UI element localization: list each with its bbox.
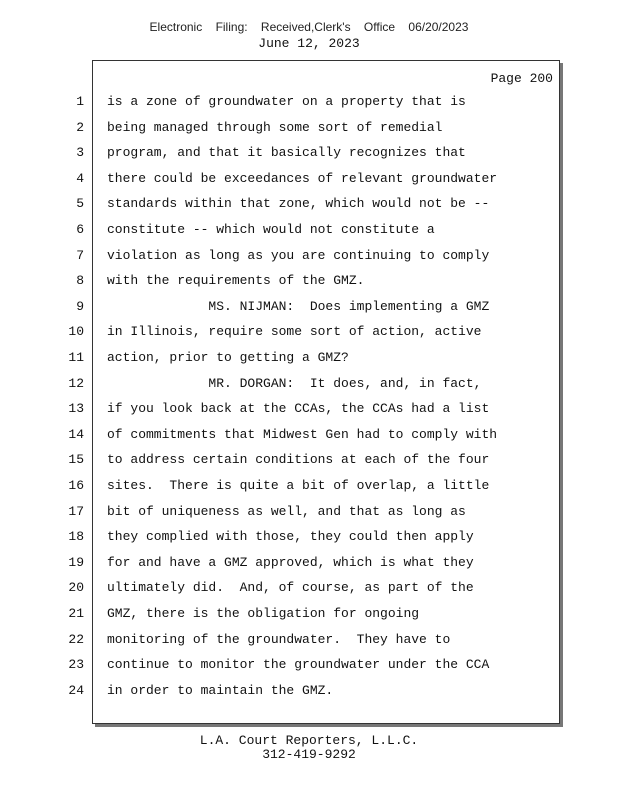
line-number: 5: [76, 196, 84, 212]
line-number: 12: [68, 375, 84, 391]
line-number: 17: [68, 503, 84, 519]
line-text: standards within that zone, which would not be --: [107, 196, 490, 212]
footer-company: L.A. Court Reporters, L.L.C.: [199, 733, 419, 748]
transcript-line: [0, 683, 618, 703]
transcript-line: [0, 452, 618, 472]
transcript-line: [0, 504, 618, 524]
line-number: 7: [76, 247, 84, 263]
transcript-line: [0, 350, 618, 370]
line-text: with the requirements of the GMZ.: [107, 273, 365, 289]
filing-date: 06/20/2023: [408, 20, 469, 34]
line-text: continue to monitor the groundwater under the CCA: [107, 657, 490, 673]
transcript-line: [0, 555, 618, 575]
filing-label: Filing:: [215, 20, 248, 34]
line-number: 4: [76, 170, 84, 186]
line-text: action, prior to getting a GMZ?: [107, 350, 349, 365]
line-text: of commitments that Midwest Gen had to comply with: [107, 426, 498, 442]
line-text: to address certain conditions at each of the four: [107, 452, 490, 468]
transcript-line: [0, 120, 618, 140]
line-text: GMZ, there is the obligation for ongoing: [107, 606, 420, 621]
line-text: if you look back at the CCAs, the CCAs had a list: [107, 401, 490, 417]
line-text: for and have a GMZ approved, which is what they: [107, 554, 474, 570]
transcript-line: [0, 324, 618, 344]
line-number: 9: [76, 298, 84, 314]
line-number: 16: [68, 478, 84, 493]
line-text: monitoring of the groundwater. They have to: [107, 631, 451, 647]
filing-stamp: [0, 20, 618, 34]
transcript-line: [0, 632, 618, 652]
filing-received: Received,Clerk's: [260, 20, 351, 34]
line-text: they complied with those, they could then apply: [107, 529, 474, 545]
line-text: sites. There is quite a bit of overlap, a little: [107, 478, 490, 493]
line-number: 24: [68, 682, 84, 698]
line-text: violation as long as you are continuing to comply: [107, 247, 490, 263]
transcript-date: June 12, 2023: [258, 36, 360, 51]
transcript-line: [0, 529, 618, 549]
transcript-line: [0, 248, 618, 268]
filing-office: Office: [363, 20, 396, 34]
line-number: 21: [68, 606, 84, 621]
transcript-line: [0, 171, 618, 191]
transcript-line: [0, 94, 618, 114]
line-text: MS. NIJMAN: Does implementing a GMZ: [107, 298, 490, 314]
line-number: 13: [68, 401, 84, 417]
line-number: 14: [68, 426, 84, 442]
transcript-line: [0, 606, 618, 626]
line-text: in Illinois, require some sort of action, active: [107, 324, 482, 340]
line-number: 10: [68, 324, 84, 340]
transcript-line: [0, 196, 618, 216]
line-text: MR. DORGAN: It does, and, in fact,: [107, 375, 482, 391]
transcript-line: [0, 376, 618, 396]
transcript-line: [0, 401, 618, 421]
line-text: in order to maintain the GMZ.: [107, 682, 334, 698]
line-number: 22: [68, 631, 84, 647]
transcript-line: [0, 427, 618, 447]
line-text: is a zone of groundwater on a property that is: [107, 94, 466, 109]
transcript-line: [0, 657, 618, 677]
line-text: ultimately did. And, of course, as part of the: [107, 580, 474, 596]
transcript-line: [0, 478, 618, 498]
page-number: Page 200: [490, 71, 553, 86]
line-text: constitute -- which would not constitute a: [107, 222, 435, 237]
line-number: 11: [68, 350, 84, 365]
line-text: program, and that it basically recognizes that: [107, 145, 466, 161]
line-number: 23: [68, 657, 84, 673]
line-number: 18: [68, 529, 84, 545]
line-number: 1: [76, 94, 84, 109]
line-text: being managed through some sort of remedial: [107, 119, 443, 135]
transcript-line: [0, 299, 618, 319]
footer-phone: 312-419-9292: [262, 747, 356, 762]
line-number: 15: [68, 452, 84, 468]
line-text: bit of uniqueness as well, and that as long as: [107, 503, 466, 519]
transcript-line: [0, 222, 618, 242]
line-number: 3: [76, 145, 84, 161]
transcript-line: [0, 580, 618, 600]
transcript-line: [0, 273, 618, 293]
transcript-line: [0, 145, 618, 165]
line-number: 19: [68, 554, 84, 570]
line-number: 2: [76, 119, 84, 135]
line-number: 20: [68, 580, 84, 596]
line-number: 6: [76, 222, 84, 237]
filing-electronic: Electronic: [149, 20, 203, 34]
line-text: there could be exceedances of relevant groundwater: [107, 170, 498, 186]
line-number: 8: [76, 273, 84, 289]
